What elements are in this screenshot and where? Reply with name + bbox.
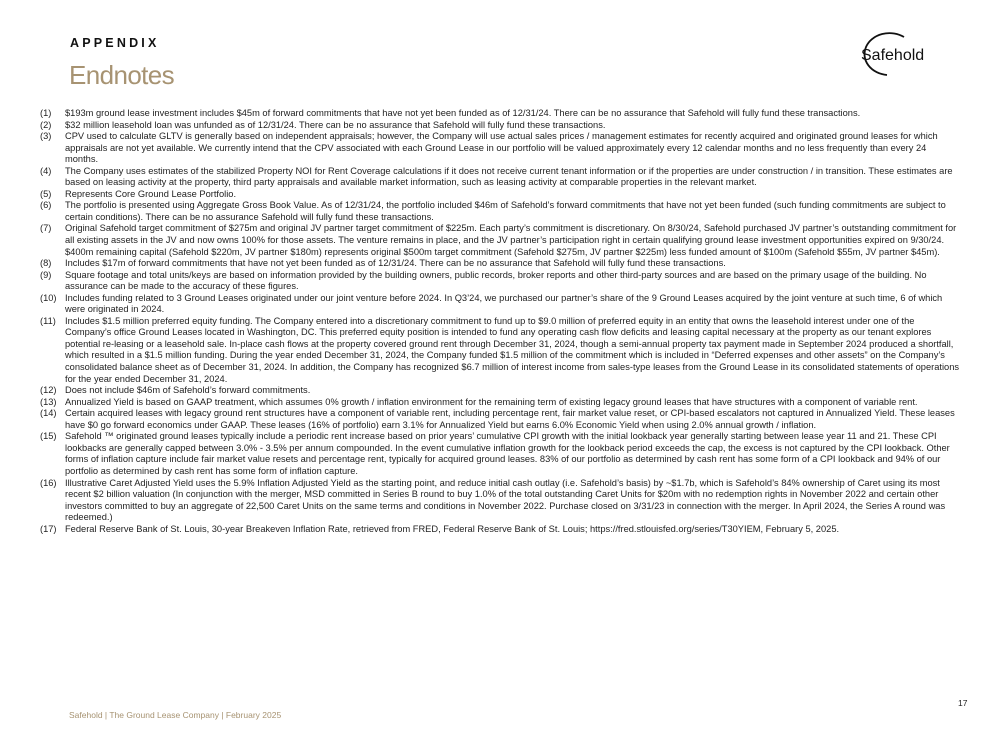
endnote-number: (7) <box>40 223 52 234</box>
endnote-item <box>40 120 960 132</box>
endnote-item <box>40 270 960 293</box>
section-label: APPENDIX <box>70 36 160 50</box>
endnote-text: Includes funding related to 3 Ground Leases originated under our joint venture before 2024. In Q3’24, we purchased our partner’s share of the 9 Ground Leases acquired by the joint venture at such time, 6 of which were originated in 2024. <box>65 292 943 315</box>
endnotes-list <box>40 108 960 535</box>
endnote-text: CPV used to calculate GLTV is generally based on independent appraisals; however, the Company will use actual sales prices / management estimates for recently acquired and originated ground leases for which appraisals are not yet available. We currently intend that the CPV associated with each Ground Lease in our portfolio will be valued approximately every 12 calendar months and no less frequently than every 24 months. <box>65 131 938 165</box>
endnote-item <box>40 189 960 201</box>
endnote-item <box>40 316 960 385</box>
endnote-item <box>40 431 960 477</box>
endnote-number: (13) <box>40 396 57 407</box>
endnote-number: (6) <box>40 200 52 211</box>
endnote-number: (4) <box>40 165 52 176</box>
endnote-number: (2) <box>40 119 52 130</box>
endnote-text: $193m ground lease investment includes $45m of forward commitments that have not yet been funded as of 12/31/24. There can be no assurance that Safehold will fully fund these transactions. <box>65 108 861 118</box>
endnote-text: Certain acquired leases with legacy ground rent structures have a component of variable rent, including percentage rent, fair market value reset, or CPI-based escalators not captured in Annualized Yield. These leases have $0 go forward economics under GAAP. These leases (16% of portfolio) earn 3.1% for Annualized Yield but earns 6.0% Economic Yield when using 2.0% annual growth / inflation. <box>65 408 955 430</box>
endnote-item <box>40 200 960 223</box>
endnote-item <box>40 385 960 397</box>
safehold-logo <box>852 30 932 80</box>
endnote-text: Includes $1.5 million preferred equity funding. The Company entered into a discretionary commitment to fund up to $9.0 million of preferred equity in an entity that owns the leasehold interest under one of the Company’s office Ground Leases located in Washington, DC. This preferred equity position is intended to fund any operating cash flow deficits and leasing capital necessary at the property as our tenant explores potential re-leasing or a leasehold sale. In-place cash flows at the property covered ground rent through December 31, 2024, though a semi-annual property tax payment made in September 2024 produced a shortfall, which resulted in a $1.5 million funding. During the year ended December 31, 2024, the Company funded $1.5 million of the commitment which is included in “Deferred expenses and other assets” on the Company’s consolidated balance sheet as of December 31, 2024. In addition, the Company has recognized $6.7 million of interest income from sales-type leases from the Ground Lease in its consolidated statements of operations for the year ended December 31, 2024. <box>65 315 960 384</box>
safehold-logo-icon <box>852 30 932 80</box>
endnote-text: The Company uses estimates of the stabilized Property NOI for Rent Coverage calculations if it does not receive current tenant information or if the properties are under construction / in transition. These estimates are based on leasing activity at the property, third party appraisals and available market information, such as leasing activity at comparable properties in the relevant market. <box>65 165 953 188</box>
endnote-text: $32 million leasehold loan was unfunded as of 12/31/24. There can be no assurance that Safehold will fully fund these transactions. <box>65 119 606 130</box>
endnote-item <box>40 408 960 431</box>
endnote-text: Represents Core Ground Lease Portfolio. <box>65 188 237 199</box>
endnote-number: (12) <box>40 385 57 396</box>
endnote-number: (14) <box>40 408 57 419</box>
endnote-item <box>40 524 960 536</box>
endnote-text: Original Safehold target commitment of $275m and original JV partner target commitment of $225m. Each party’s commitment is discretionary. On 8/30/24, Safehold purchased JV partner’s outstanding commitment for all existing assets in the JV and now owns 100% for those assets. The venture remains in place, and the JV partner’s participation right in certain qualifying ground lease investment opportunities expired on 9/30/24. $400m remaining capital (Safehold $220m, JV partner $180m) represents original $500m target commitment (Safehold $275m, JV partner $225m) less funded amount of $100m (Safehold $55m, JV partner $45m). <box>65 223 957 257</box>
logo-text: Safehold <box>861 47 925 64</box>
endnote-item <box>40 397 960 409</box>
endnote-text: Safehold ™ originated ground leases typically include a periodic rent increase based on prior years’ cumulative CPI growth with the initial lookback year generally starting between lease year 11 and 21. These CPI lookbacks are generally capped between 3.0% - 3.5% per annum compounded. In the event cumulative inflation growth for the lookback period exceeds the cap, the excess is not captured by the CPI lookback. Other forms of inflation capture include fair market value resets and percentage rent, typically for acquired ground leases. 83% of our portfolio as determined by cash rent has some form of a CPI lookback and 94% of our portfolio as determined by cash rent has some form of inflation capture. <box>65 431 950 476</box>
endnote-number: (5) <box>40 188 52 199</box>
endnote-item <box>40 293 960 316</box>
page-title: Endnotes <box>69 60 175 90</box>
endnote-number: (3) <box>40 131 52 142</box>
endnote-number: (16) <box>40 477 57 488</box>
endnote-item <box>40 166 960 189</box>
endnote-number: (9) <box>40 269 52 280</box>
endnote-number: (11) <box>40 315 56 326</box>
endnote-text: Does not include $46m of Safehold’s forward commitments. <box>65 385 311 396</box>
endnote-number: (8) <box>40 258 52 269</box>
endnote-number: (10) <box>40 292 57 303</box>
endnote-text: Illustrative Caret Adjusted Yield uses the 5.9% Inflation Adjusted Yield as the starting point, and reduce initial cash outlay (i.e. Safehold’s basis) by ~$1.7b, which is Safehold’s 84% ownership of Caret using its most recent $2 billion valuation (In conjunction with the merger, MSD committed in Series B round to buy 1.0% of the total outstanding Caret Units for $20m with no redemption rights in November 2022 and certain other investors committed to buy an aggregate of 22,500 Caret Units on the same terms and conditions in November 2022. Purchase closed on 3/31/23 in connection with the merger. In April 2024, the Series A round was redeemed.) <box>65 477 946 523</box>
endnote-item <box>40 223 960 258</box>
endnote-item <box>40 478 960 524</box>
endnote-number: (17) <box>40 523 57 534</box>
page-number: 17 <box>958 698 968 708</box>
endnote-item <box>40 108 960 120</box>
endnote-item <box>40 131 960 166</box>
footer-text: Safehold | The Ground Lease Company | February 2025 <box>69 710 282 720</box>
endnote-number: (15) <box>40 431 57 442</box>
endnote-text: Includes $17m of forward commitments that have not yet been funded as of 12/31/24. There can be no assurance that Safehold will fully fund these transactions. <box>65 258 726 269</box>
endnote-number: (1) <box>40 108 52 118</box>
endnote-text: The portfolio is presented using Aggregate Gross Book Value. As of 12/31/24, the portfolio included $46m of Safehold’s forward commitments that have not yet been funded (such funding commitments are subject to certain conditions). There can be no assurance Safehold will fully fund these transactions. <box>65 200 946 222</box>
endnote-text: Annualized Yield is based on GAAP treatment, which assumes 0% growth / inflation environment for the remaining term of existing legacy ground leases that have structures with a component of variable rent. <box>65 396 918 407</box>
endnote-text: Federal Reserve Bank of St. Louis, 30-year Breakeven Inflation Rate, retrieved from FRED, Federal Reserve Bank of St. Louis; https://fred.stlouisfed.org/series/T30YIEM, February 5, 2025. <box>65 523 840 534</box>
endnote-item <box>40 258 960 270</box>
endnote-text: Square footage and total units/keys are based on information provided by the building owners, public records, broker reports and other third-party sources and are based on the primary usage of the building. No assurance can be made to the accuracy of these figures. <box>65 269 927 292</box>
